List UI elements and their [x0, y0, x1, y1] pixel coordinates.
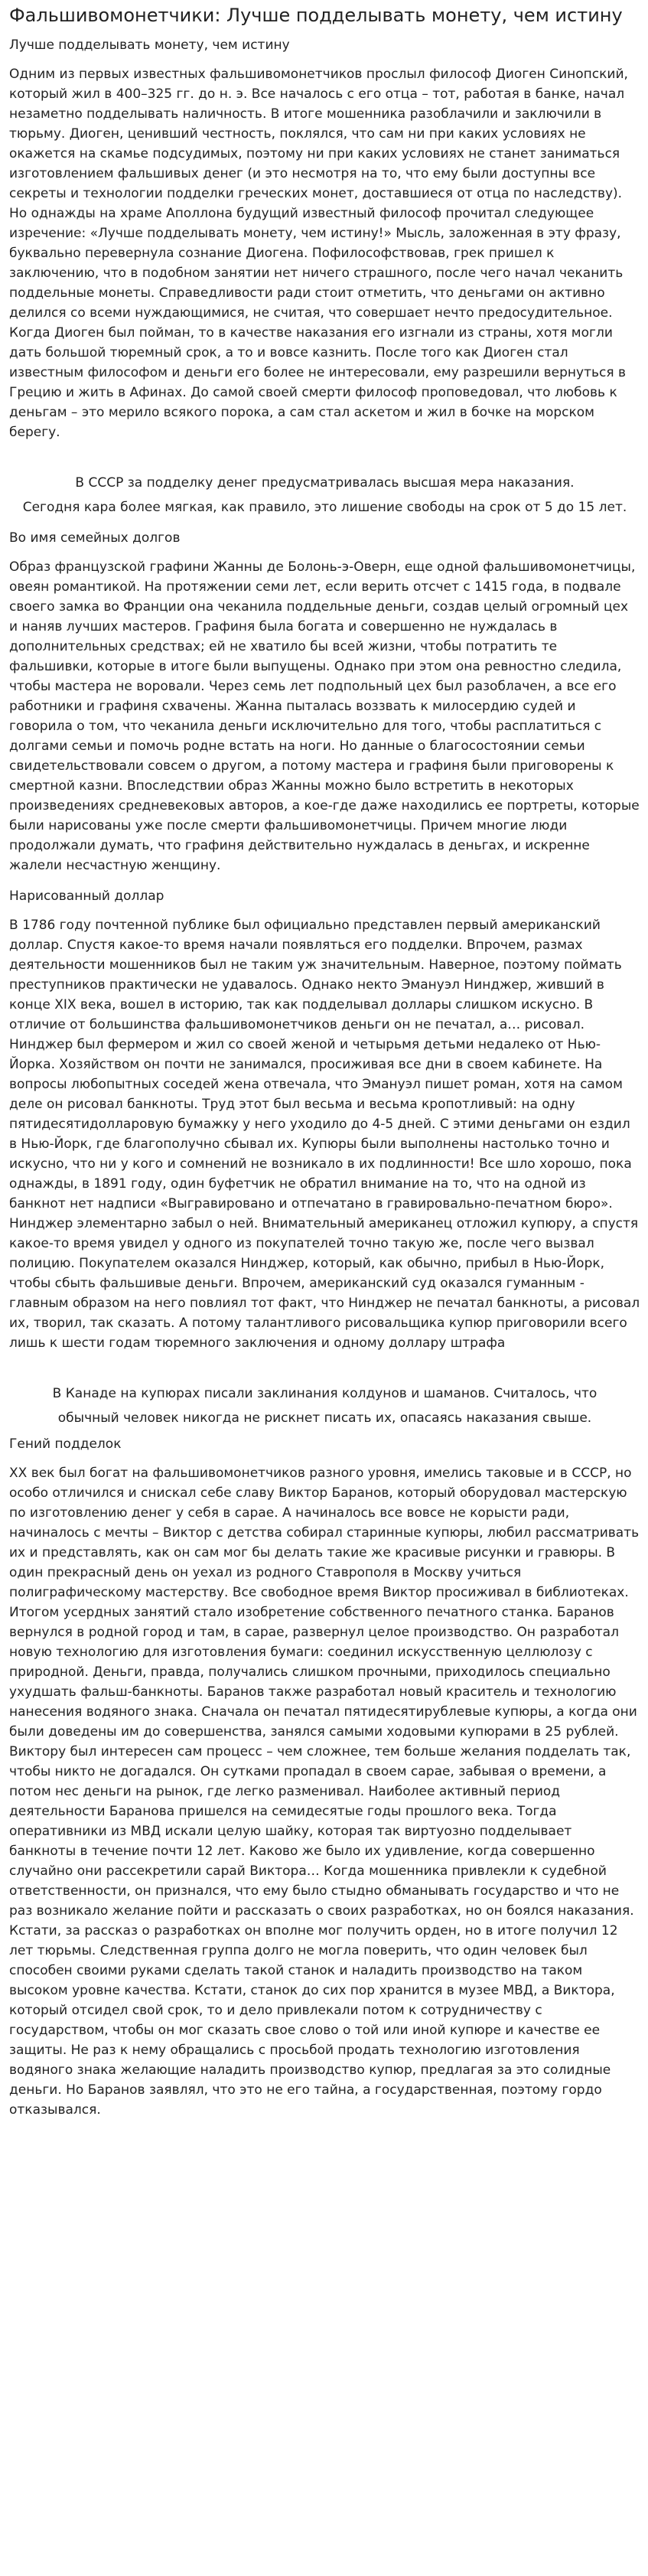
section-heading-forgery-genius: Гений подделок	[9, 1436, 122, 1452]
article-subtitle: Лучше подделывать монету, чем истину	[9, 37, 290, 53]
callout-canada-line2: обычный человек никогда не рискнет писать их, опасаясь наказания свыше.	[57, 1410, 592, 1426]
section-drawn-dollar-body: В 1786 году почтенной публике был официально представлен первый американский доллар. Спустя какое-то время начали появляться его подделки. Впрочем, размах деятельности мошенников был не таким уж значительным. Наверное, поэтому поймать преступников практически не удавалось. Однако некто Эмануэл Нинджер, живший в конце XIX века, вошел в историю, так как подделывал доллары слишком искусно. В отличие от большинства фальшивомонетчиков деньги он не печатал, а… рисовал. Нинджер был фермером и жил со своей женой и четырьмя детьми недалеко от Нью-Йорка. Хозяйством он почти не занимался, просиживая все дни в своем кабинете. На вопросы любопытных соседей жена отвечала, что Эмануэл пишет роман, хотя на самом деле он рисовал банкноты. Труд этот был весьма и весьма кропотливый: на одну пятидесятидолларовую бумажку у него уходило до 4-5 дней. С этими деньгами он ездил в Нью-Йорк, где благополучно сбывал их. Купюры были выполнены настолько точно и искусно, что ни у кого и сомнений не возникало в их подлинности! Все шло хорошо, пока однажды, в 1891 году, один буфетчик не обратил внимание на то, что на одной из банкнот нет надписи «Выгравировано и отпечатано в гравировально-печатном бюро». Нинджер элементарно забыл о ней. Внимательный американец отложил купюру, а спустя какое-то время увидел у одного из покупателей точно такую же, после чего вызвал полицию. Покупателем оказался Нинджер, который, как обычно, прибыл в Нью-Йорк, чтобы сбыть фальшивые деньги. Впрочем, американский суд оказался гуманным - главным образом на него повлиял тот факт, что Нинджер не печатал банкноты, а рисовал их, творил, так сказать. А потому талантливого рисовальщика купюр приговорили всего лишь к шести годам тюремного заключения и одному доллару штрафа	[9, 918, 640, 1351]
section-heading-family-debts: Во имя семейных долгов	[9, 530, 181, 546]
section-heading-drawn-dollar: Нарисованный доллар	[9, 889, 164, 904]
page-title: Фальшивомонетчики: Лучше подделывать монету, чем истину	[9, 5, 623, 26]
callout-modern-penalty: Сегодня кара более мягкая, как правило, это лишение свободы на срок от 5 до 15 лет.	[22, 500, 627, 515]
callout-canada-line1: В Канаде на купюрах писали заклинания колдунов и шаманов. Считалось, что	[52, 1386, 598, 1401]
callout-ussr-penalty: В СССР за подделку денег предусматривалась высшая мера наказания.	[75, 475, 575, 491]
section-diogenes-body: Одним из первых известных фальшивомонетчиков прослыл философ Диоген Синопский, который жил в 400–325 гг. до н. э. Все началось с его отца – тот, работая в банке, начал незаметно подделывать наличность. В итоге мошенника разоблачили и заключили в тюрьму. Диоген, ценивший честность, поклялся, что сам ни при каких условиях не окажется на скамье подсудимых, поэтому ни при каких условиях не станет заниматься изготовлением фальшивых денег (и это несмотря на то, что ему были доступны все секреты и технологии подделки греческих монет, доставшиеся от отца по наследству). Но однажды на храме Аполлона будущий известный философ прочитал следующее изречение: «Лучше подделывать монету, чем истину!» Мысль, заложенная в эту фразу, буквально перевернула сознание Диогена. Пофилософствовав, грек пришел к заключению, что в подобном занятии нет ничего страшного, после чего начал чеканить поддельные монеты. Справедливости ради стоит отметить, что деньгами он активно делился со всеми нуждающимися, не считая, что совершает нечто предосудительное. Когда Диоген был пойман, то в качестве наказания его изгнали из страны, хотя могли дать большой тюремный срок, а то и вовсе казнить. После того как Диоген стал известным философом и деньги его более не интересовали, ему разрешили вернуться в Грецию и жить в Афинах. До самой своей смерти философ проповедовал, что любовь к деньгам – это мерило всякого порока, а сам стал аскетом и жил в бочке на морском берегу.	[9, 67, 628, 440]
section-forgery-genius-body: XX век был богат на фальшивомонетчиков разного уровня, имелись таковые и в СССР, но особо отличился и снискал себе славу Виктор Баранов, который оборудовал мастерскую по изготовлению денег у себя в сарае. А начиналось все вовсе не корысти ради, начиналось с мечты – Виктор с детства собирал старинные купюры, любил рассматривать их и представлять, как он сам мог бы делать такие же красивые рисунки и гравюры. В один прекрасный день он уехал из родного Ставрополя в Москву учиться полиграфическому мастерству. Все свободное время Виктор просиживал в библиотеках. Итогом усердных занятий стало изобретение собственного печатного станка. Баранов вернулся в родной город и там, в сарае, развернул целое производство. Он разработал новую технологию для изготовления бумаги: соединил искусственную целлюлозу с природной. Деньги, правда, получались слишком прочными, приходилось специально ухудшать фальш-банкноты. Баранов также разработал новый краситель и технологию нанесения водяного знака. Сначала он печатал пятидесятирублевые купюры, а когда они были доведены им до совершенства, занялся самыми ходовыми купюрами в 25 рублей. Виктору был интересен сам процесс – чем сложнее, тем больше желания подделать так, чтобы никто не догадался. Он сутками пропадал в своем сарае, забывая о времени, а потом нес деньги на рынок, где легко разменивал. Наиболее активный период деятельности Баранова пришелся на семидесятые годы прошлого века. Тогда оперативники из МВД искали целую шайку, которая так виртуозно подделывает банкноты в течение почти 12 лет. Каково же было их удивление, когда совершенно случайно они рассекретили сарай Виктора… Когда мошенника привлекли к судебной ответственности, он признался, что ему было стыдно обманывать государство и что не раз возникало желание пойти и рассказать о своих разработках, но он боялся наказания. Кстати, за рассказ о разработках он вполне мог получить орден, но в итоге получил 12 лет тюрьмы. Следственная группа долго не могла поверить, что один человек был способен своими руками сделать такой станок и наладить производство на таком высоком уровне качества. Кстати, станок до сих пор хранится в музее МВД, а Виктора, который отсидел свой срок, то и дело привлекали потом к сотрудничеству с государством, чтобы он мог сказать свое слово о той или иной купюре и качестве ее защиты. Не раз к нему обращались с просьбой продать технологию изготовления водяного знака желающие наладить производство купюр, предлагая за это солидные деньги. Но Баранов заявлял, что это не его тайна, а государственная, поэтому гордо отказывался.	[9, 1466, 640, 2118]
section-family-debts-body: Образ французской графини Жанны де Болонь-э-Оверн, еще одной фальшивомонетчицы, овеян романтикой. На протяжении семи лет, если верить отсчет с 1415 года, в подвале своего замка во Франции она чеканила поддельные деньги, создав целый огромный цех и наняв лучших мастеров. Графиня была богата и совершенно не нуждалась в дополнительных средствах; ей не хватило бы всей жизни, чтобы потратить те фальшивки, которые в итоге были выпущены. Однако при этом она ревностно следила, чтобы мастера не воровали. Через семь лет подпольный цех был разоблачен, а все его работники и графиня схвачены. Жанна пыталась воззвать к милосердию судей и говорила о том, что чеканила деньги исключительно для того, чтобы расплатиться с долгами семьи и помочь родне встать на ноги. Но данные о благосостоянии семьи свидетельствовали совсем о другом, а потому мастера и графиня были приговорены к смертной казни. Впоследствии образ Жанны можно было встретить в некоторых произведениях средневековых авторов, а кое-где даже находились ее портреты, которые были нарисованы уже после смерти фальшивомонетчицы. Причем многие люди продолжали думать, что графиня действительно нуждалась в деньгах, и искренне жалели несчастную женщину.	[9, 559, 640, 873]
